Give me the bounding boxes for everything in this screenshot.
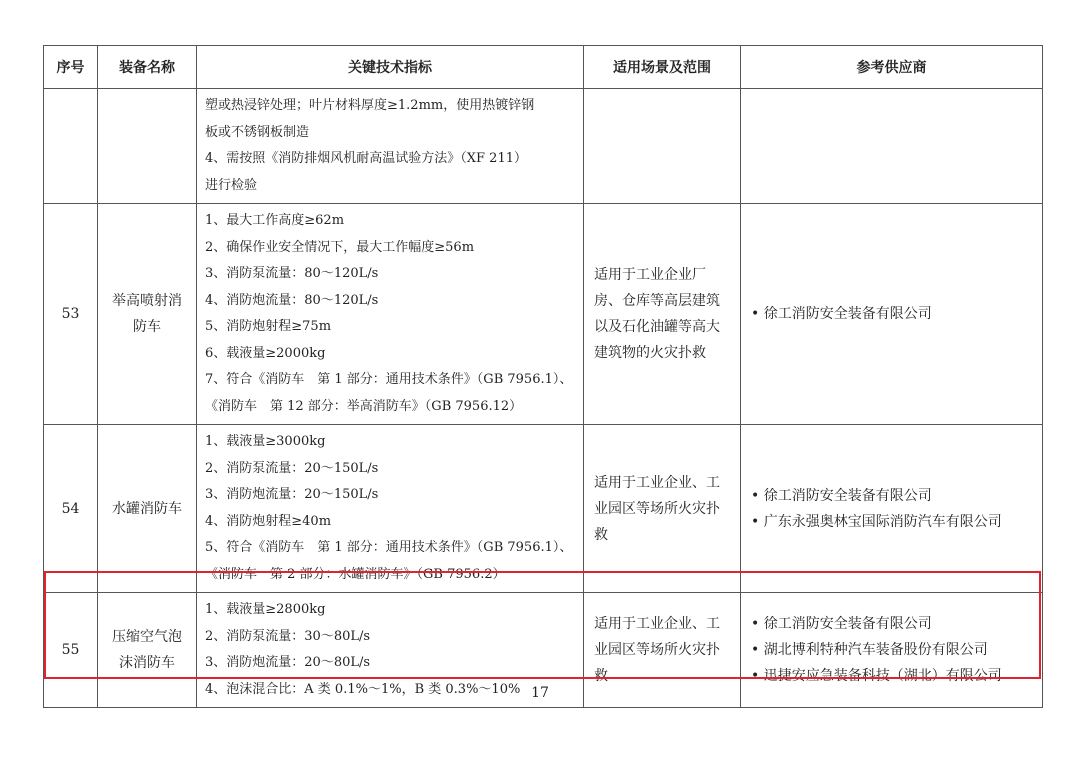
spec-line: 1、最大工作高度≥62m: [205, 213, 345, 228]
row-equipment-name: 压缩空气泡沫消防车: [98, 593, 197, 708]
spec-line: 2、确保作业安全情况下，最大工作幅度≥56m: [205, 239, 475, 255]
row-scope: 适用于工业企业厂房、仓库等高层建筑以及石化油罐等高大建筑物的火灾扑救: [584, 204, 741, 425]
header-index: 序号: [44, 46, 98, 89]
equipment-table: [43, 45, 1043, 708]
spec-line: 塑或热浸锌处理；叶片材料厚度≥1.2mm，使用热镀锌钢: [205, 98, 535, 113]
spec-line: 5、符合《消防车 第 1 部分：通用技术条件》（GB 7956.1）、: [205, 540, 573, 555]
supplier-item: • 迅捷安应急装备科技（湖北）有限公司: [751, 663, 1032, 689]
row-specs: [197, 204, 584, 425]
spec-line: 5、消防炮射程≥75m: [205, 319, 332, 334]
spec-line: 3、消防炮流量：20～150L/s: [205, 487, 379, 502]
row-index: [44, 89, 98, 204]
row-suppliers: [741, 204, 1043, 425]
supplier-item: • 徐工消防安全装备有限公司: [751, 483, 1032, 509]
header-equipment-name: 装备名称: [98, 46, 197, 89]
spec-line: 2、消防泵流量：20～150L/s: [205, 460, 379, 476]
row-equipment-name: [98, 89, 197, 204]
header-suppliers: 参考供应商: [741, 46, 1043, 89]
spec-line: 2、消防泵流量：30～80L/s: [205, 628, 371, 644]
supplier-item: • 湖北博利特种汽车装备股份有限公司: [751, 637, 1032, 663]
spec-line: 1、载液量≥3000kg: [205, 434, 326, 449]
row-index: 55: [44, 593, 98, 708]
spec-line: 4、泡沫混合比：A 类 0.1%～1%，B 类 0.3%～10%: [205, 681, 521, 697]
header-key-specs: 关键技术指标: [197, 46, 584, 89]
row-specs: [197, 89, 584, 204]
spec-line: 7、符合《消防车 第 1 部分：通用技术条件》（GB 7956.1）、: [205, 372, 573, 387]
row-suppliers: [741, 89, 1043, 204]
spec-line: 1、载液量≥2800kg: [205, 602, 326, 617]
row-suppliers: [741, 425, 1043, 593]
spec-line: 4、消防炮流量：80～120L/s: [205, 292, 379, 308]
spec-line: 4、消防炮射程≥40m: [205, 513, 332, 529]
row-index: 54: [44, 425, 98, 593]
row-index: 53: [44, 204, 98, 425]
supplier-item: • 广东永强奥林宝国际消防汽车有限公司: [751, 509, 1032, 535]
spec-line: 《消防车 第 2 部分：水罐消防车》（GB 7956.2）: [205, 566, 506, 582]
supplier-item: • 徐工消防安全装备有限公司: [751, 301, 1032, 327]
header-scope: 适用场景及范围: [584, 46, 741, 89]
row-equipment-name: 水罐消防车: [98, 425, 197, 593]
table-row-continued: [44, 89, 1043, 204]
spec-line: 板或不锈钢板制造: [205, 124, 310, 140]
spec-line: 3、消防炮流量：20～80L/s: [205, 655, 371, 670]
supplier-item: • 徐工消防安全装备有限公司: [751, 611, 1032, 637]
table-row-53: [44, 204, 1043, 425]
page-number: 17: [531, 685, 549, 701]
row-scope: 适用于工业企业、工业园区等场所火灾扑救: [584, 593, 741, 708]
row-specs: [197, 425, 584, 593]
spec-line: 进行检验: [205, 177, 258, 193]
spec-line: 4、需按照《消防排烟风机耐高温试验方法》（XF 211）: [205, 151, 527, 166]
table-row-54: [44, 425, 1043, 593]
spec-line: 3、消防泵流量：80～120L/s: [205, 266, 379, 281]
spec-line: 《消防车 第 12 部分：举高消防车》（GB 7956.12）: [205, 398, 523, 414]
spec-line: 6、载液量≥2000kg: [205, 345, 326, 361]
row-scope: [584, 89, 741, 204]
table-header-row: [44, 46, 1043, 89]
row-scope: 适用于工业企业、工业园区等场所火灾扑救: [584, 425, 741, 593]
row-equipment-name: 举高喷射消防车: [98, 204, 197, 425]
